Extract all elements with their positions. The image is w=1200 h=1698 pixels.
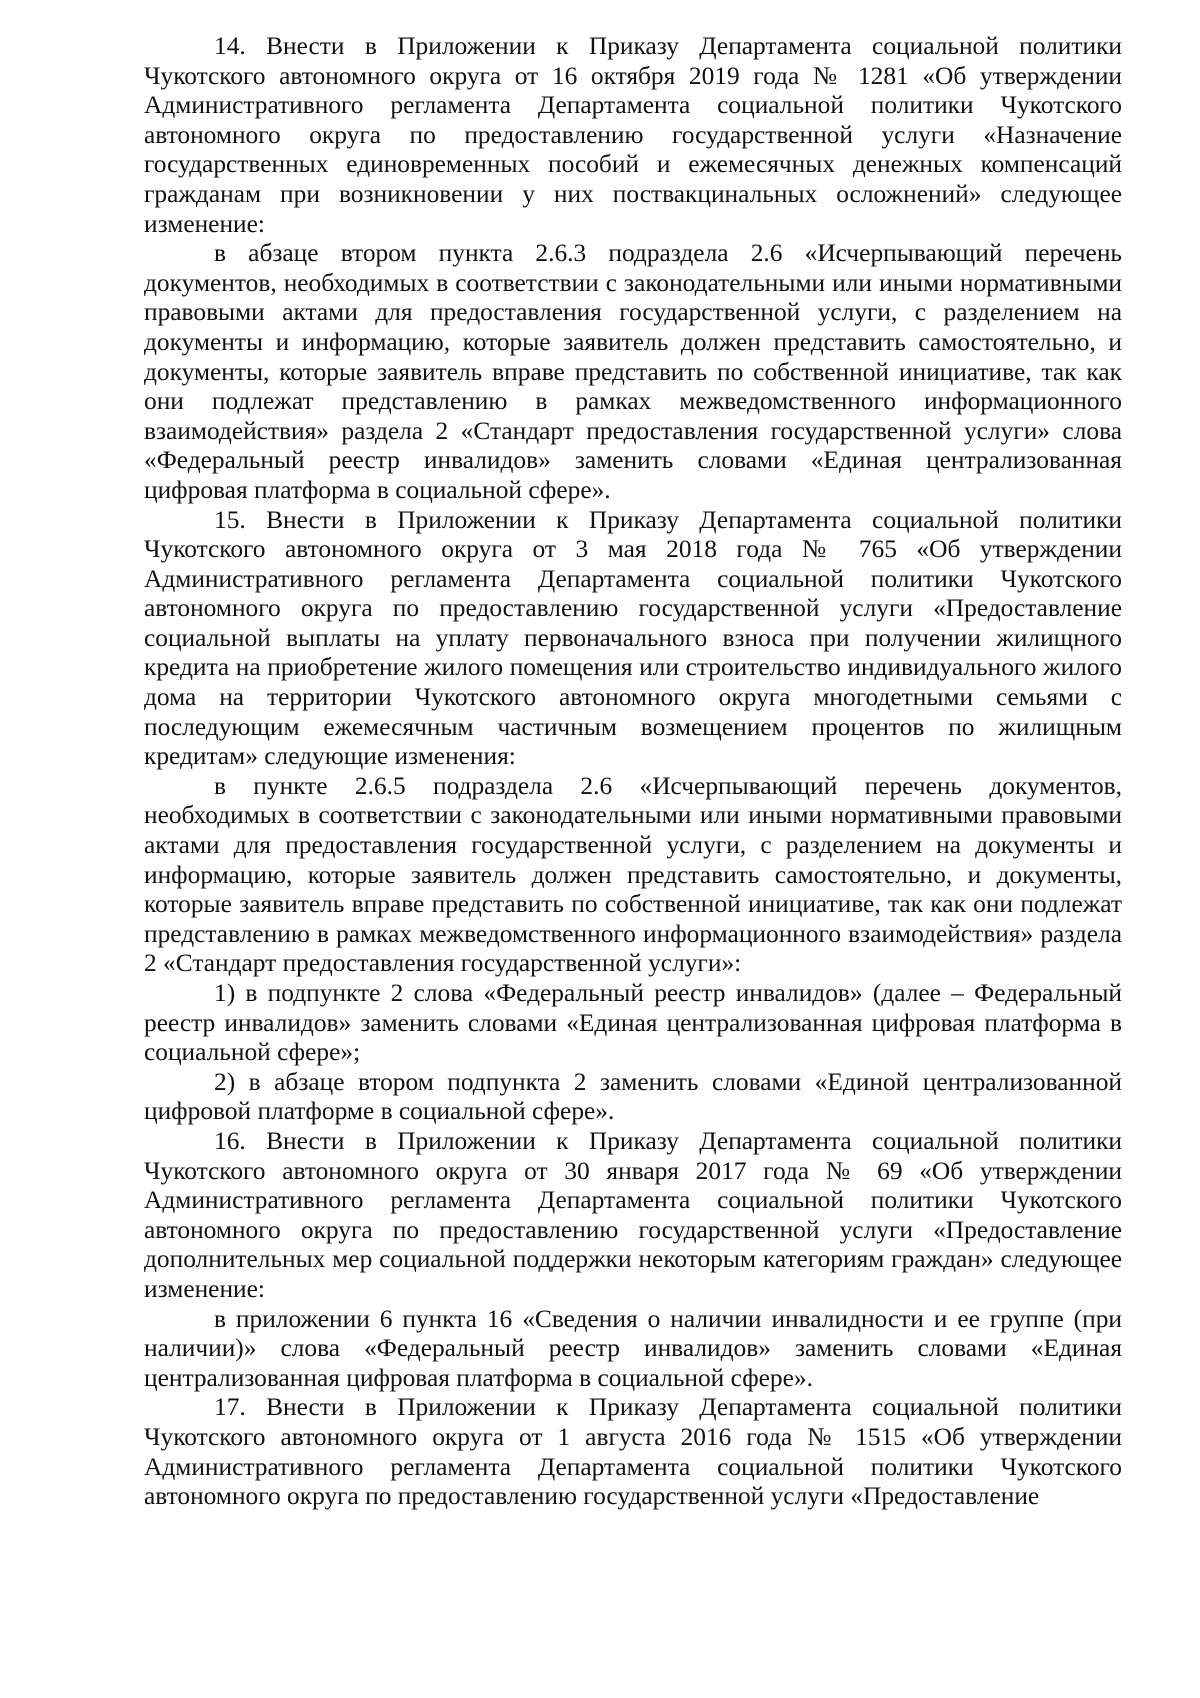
paragraph-item-16-amendment: в приложении 6 пункта 16 «Сведения о наличии инвалидности и ее группе (при наличии)» слова «Федеральный реестр инвалидов» заменить словами «Единая централизованная цифровая платформа в социальной сфере». [144,1304,1122,1392]
paragraph-item-16: 16. Внести в Приложении к Приказу Департамента социальной политики Чукотского автономного округа от 30 января 2017 года № 69 «Об утверждении Административного регламента Департамента социальной политики Чукотского автономного округа по предоставлению государственной услуги «Предоставление дополнительных мер социальной поддержки некоторым категориям граждан» следующее изменение: [144,1126,1122,1303]
document-body [144,32,1122,1512]
paragraph-item-17: 17. Внести в Приложении к Приказу Департамента социальной политики Чукотского автономного округа от 1 августа 2016 года № 1515 «Об утверждении Административного регламента Департамента социальной политики Чукотского автономного округа по предоставлению государственной услуги «Предоставление [144,1393,1122,1511]
paragraph-item-15-subpoint-1: 1) в подпункте 2 слова «Федеральный реестр инвалидов» (далее – Федеральный реестр инвалидов» заменить словами «Единая централизованная цифровая платформа в социальной сфере»; [144,979,1122,1067]
paragraph-item-15-amendment: в пункте 2.6.5 подраздела 2.6 «Исчерпывающий перечень документов, необходимых в соответствии с законодательными или иными нормативными правовыми актами для предоставления государственной услуги, с разделением на документы и информацию, которые заявитель должен представить самостоятельно, и документы, которые заявитель вправе представить по собственной инициативе, так как они подлежат представлению в рамках межведомственного информационного взаимодействия» раздела 2 «Стандарт предоставления государственной услуги»: [144,771,1122,978]
paragraph-item-15-subpoint-2: 2) в абзаце втором подпункта 2 заменить словами «Единой централизованной цифровой платформе в социальной сфере». [144,1067,1122,1126]
paragraph-item-15: 15. Внести в Приложении к Приказу Департамента социальной политики Чукотского автономного округа от 3 мая 2018 года № 765 «Об утверждении Административного регламента Департамента социальной политики Чукотского автономного округа по предоставлению государственной услуги «Предоставление социальной выплаты на уплату первоначального взноса при получении жилищного кредита на приобретение жилого помещения или строительство индивидуального жилого дома на территории Чукотского автономного округа многодетными семьями с последующим ежемесячным частичным возмещением процентов по жилищным кредитам» следующие изменения: [144,505,1122,771]
paragraph-item-14-amendment: в абзаце втором пункта 2.6.3 подраздела 2.6 «Исчерпывающий перечень документов, необходимых в соответствии с законодательными или иными нормативными правовыми актами для предоставления государственной услуги, с разделением на документы и информацию, которые заявитель должен представить самостоятельно, и документы, которые заявитель вправе представить по собственной инициативе, так как они подлежат представлению в рамках межведомственного информационного взаимодействия» раздела 2 «Стандарт предоставления государственной услуги» слова «Федеральный реестр инвалидов» заменить словами «Единая централизованная цифровая платформа в социальной сфере». [144,239,1122,504]
paragraph-item-14: 14. Внести в Приложении к Приказу Департамента социальной политики Чукотского автономного округа от 16 октября 2019 года № 1281 «Об утверждении Административного регламента Департамента социальной политики Чукотского автономного округа по предоставлению государственной услуги «Назначение государственных единовременных пособий и ежемесячных денежных компенсаций гражданам при возникновении у них поствакцинальных осложнений» следующее изменение: [144,32,1122,238]
